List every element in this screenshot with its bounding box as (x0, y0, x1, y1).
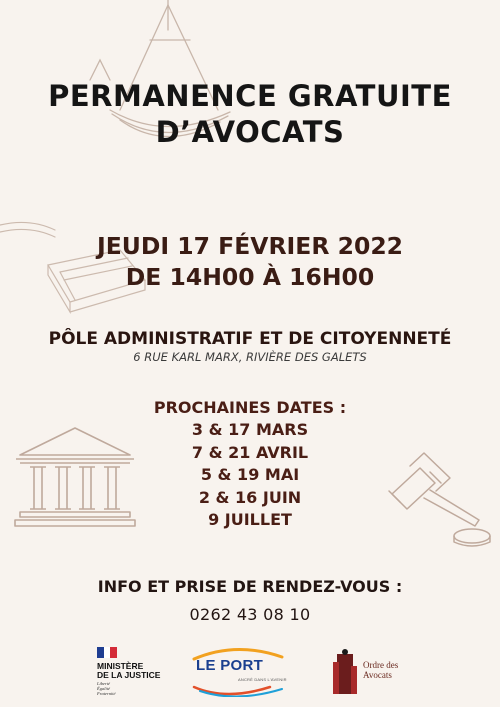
ordre-avocats-logo (333, 648, 411, 698)
list-item: 5 & 19 MAI (200, 465, 300, 484)
title-line-2: D’AVOCATS (155, 115, 345, 149)
french-flag-icon (97, 647, 117, 658)
justice-motto-2: Égalité (97, 686, 110, 691)
page-title (0, 78, 500, 150)
list-item: 7 & 21 AVRIL (191, 442, 309, 462)
contact-label: INFO ET PRISE DE RENDEZ-VOUS : (97, 577, 403, 596)
list-item: 3 & 17 MARS (191, 420, 309, 439)
venue-address: 6 RUE KARL MARX, RIVIÈRE DES GALETS (133, 350, 367, 364)
event-date: JEUDI 17 FÉVRIER 2022 (96, 232, 404, 260)
ordre-avocats-emblem-icon (333, 648, 357, 696)
le-port-tagline: ANCRÉ DANS L'AVENIR (238, 677, 287, 682)
justice-ministry-logo (93, 645, 163, 695)
justice-motto-1: Liberté (97, 681, 110, 686)
list-item: 9 JUILLET (208, 510, 292, 529)
justice-logo-line-1: MINISTÈRE (97, 661, 144, 671)
ordre-line-2: Avocats (363, 670, 392, 680)
list-item: 2 & 16 JUIN (198, 487, 302, 507)
title-line-1: PERMANENCE GRATUITE (48, 79, 452, 113)
venue-name: PÔLE ADMINISTRATIF ET DE CITOYENNETÉ (48, 329, 452, 349)
justice-motto-3: Fraternité (97, 691, 116, 696)
courthouse-icon (14, 425, 136, 530)
next-dates-heading: PROCHAINES DATES : (153, 398, 347, 417)
justice-logo-line-2: DE LA JUSTICE (97, 670, 161, 680)
le-port-logo (186, 645, 294, 697)
gavel-icon (380, 450, 492, 550)
contact-phone: 0262 43 08 10 (189, 605, 311, 624)
ordre-line-1: Ordre des (363, 660, 399, 670)
event-time: DE 14H00 À 16H00 (125, 263, 375, 291)
le-port-name: LE PORT (196, 657, 264, 674)
